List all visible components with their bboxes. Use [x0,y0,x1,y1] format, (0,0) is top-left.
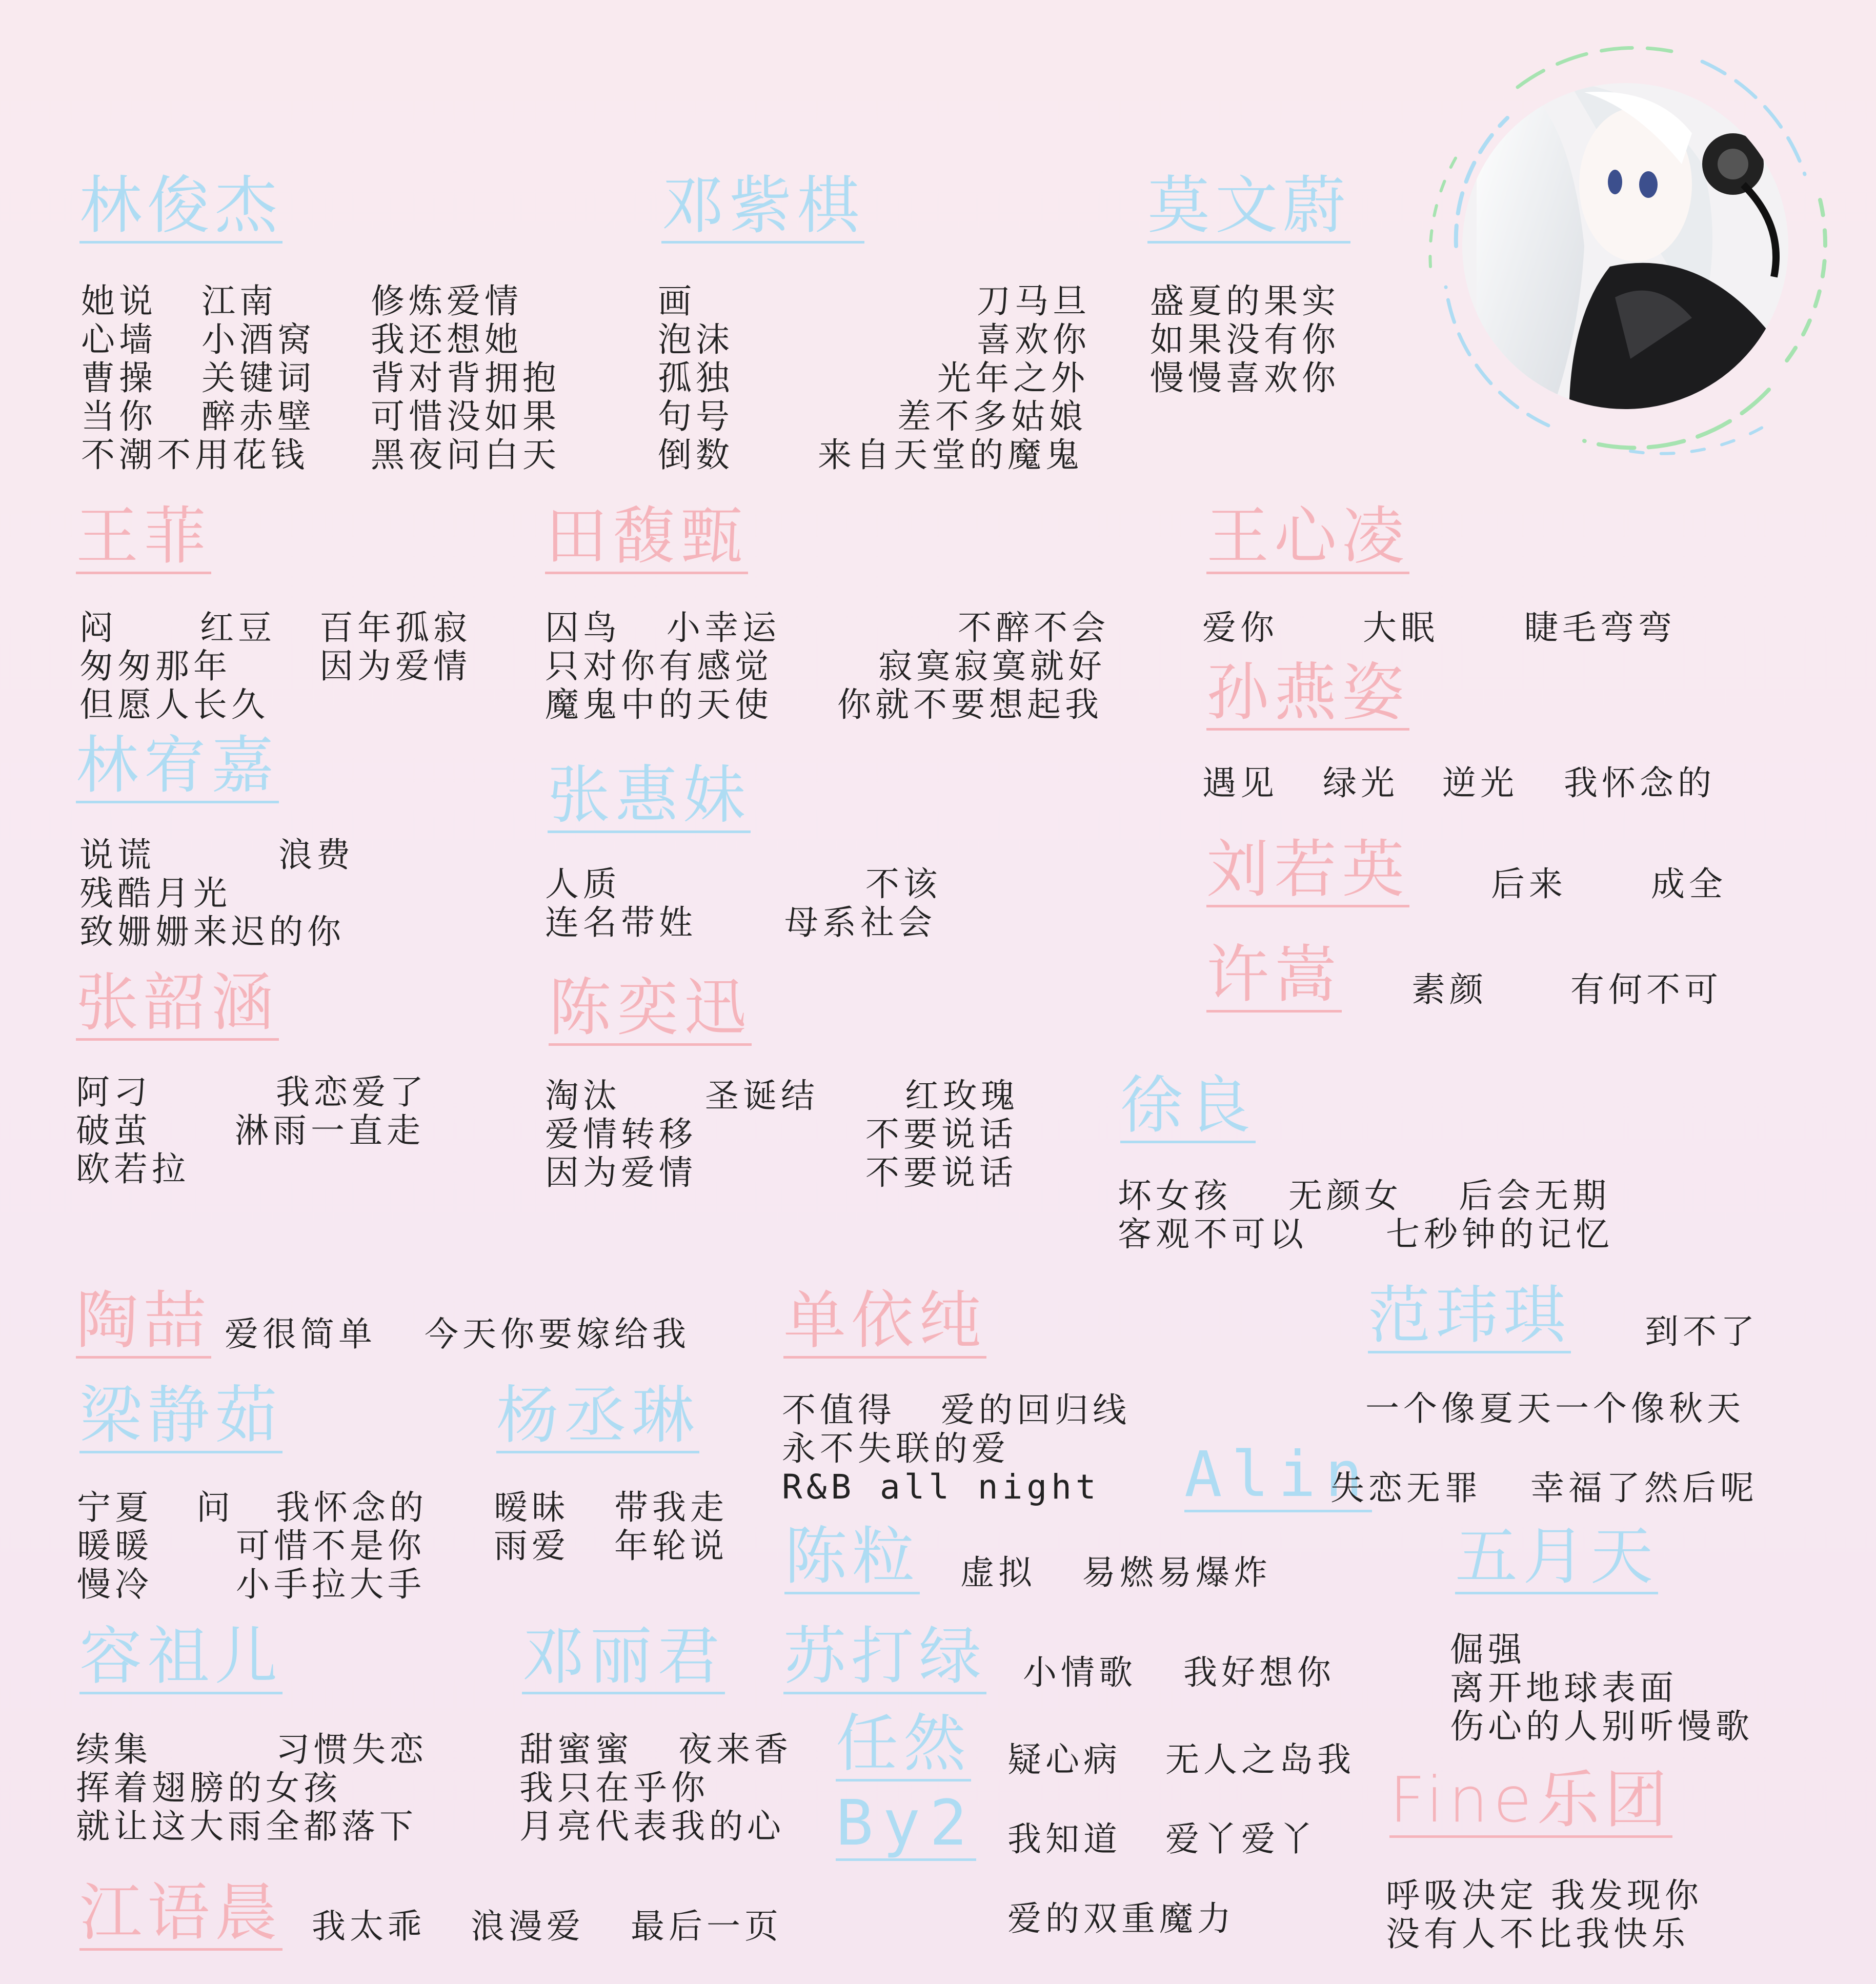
song[interactable]: 倔强 [1450,1630,1526,1669]
song[interactable]: R&B all night [782,1467,1100,1507]
artist-chen-yixun[interactable]: 陈奕迅 [549,977,752,1046]
song[interactable]: 续集 [76,1730,152,1769]
song[interactable]: 爱情转移 [545,1115,697,1154]
artist-jiang-yuchen[interactable]: 江语晨 [79,1881,283,1951]
artist-mo-wenwei[interactable]: 莫文蔚 [1147,174,1350,244]
song[interactable]: 爱丫爱丫 [1165,1819,1317,1859]
song[interactable]: 月亮代表我的心 [519,1807,785,1846]
song[interactable]: 她说 [81,281,157,321]
song[interactable]: 阿刁 [76,1072,152,1112]
song[interactable]: 问 [196,1488,234,1527]
song[interactable]: 爱的双重魔力 [1007,1899,1235,1938]
song[interactable]: 不值得 [782,1390,896,1430]
song[interactable]: 可惜不是你 [236,1526,426,1566]
song[interactable]: 爱你 [1202,608,1278,647]
song[interactable]: 呼吸决定 [1386,1876,1538,1915]
artist-sun-yanzi[interactable]: 孙燕姿 [1206,661,1409,731]
song[interactable]: 黑夜问白天 [371,435,560,475]
artist-tao-zhe[interactable]: 陶喆 [76,1289,211,1359]
song[interactable]: 没有人不比我快乐 [1386,1914,1689,1954]
song[interactable]: 连名带姓 [545,903,697,942]
song[interactable]: 慢冷 [77,1565,153,1604]
song[interactable]: 慢慢喜欢你 [1150,358,1340,398]
song[interactable]: 红豆 [200,608,276,647]
song[interactable]: 爱很简单 [225,1314,376,1354]
song[interactable]: 浪费 [278,835,354,875]
song[interactable]: 暧昧 [494,1488,570,1527]
song[interactable]: 不潮不用花钱 [81,435,309,475]
song[interactable]: 我还想她 [371,320,522,359]
song[interactable]: 修炼爱情 [371,281,522,321]
avatar [1415,31,1835,461]
song[interactable]: 离开地球表面 [1450,1668,1678,1708]
song[interactable]: 无人之岛我 [1165,1740,1355,1779]
song[interactable]: 虚拟 [960,1553,1036,1592]
song[interactable]: 年轮说 [614,1526,728,1566]
song[interactable]: 不醉不会 [958,608,1110,647]
song[interactable]: 一个像夏天一个像秋天 [1365,1389,1745,1428]
song[interactable]: 遇见 [1202,763,1278,803]
song[interactable]: 倒数 [658,435,734,475]
song[interactable]: 匆匆那年 [79,646,231,686]
song[interactable]: 易燃易爆炸 [1082,1553,1272,1592]
song[interactable]: 永不失联的爱 [782,1429,1010,1468]
song[interactable]: 母系社会 [784,903,936,942]
song[interactable]: 你就不要想起我 [837,685,1103,724]
song[interactable]: 有何不可 [1570,970,1722,1009]
artist-by2[interactable]: By2 [836,1792,976,1861]
song[interactable]: 七秒钟的记忆 [1386,1214,1613,1254]
song[interactable]: 淘汰 [545,1076,621,1116]
song[interactable]: 当你 [81,397,157,436]
artist-deng-lijun[interactable]: 邓丽君 [522,1625,725,1694]
song[interactable]: 最后一页 [631,1907,782,1946]
song[interactable]: 孤独 [658,358,734,398]
artist-fine[interactable]: Fine乐团 [1389,1769,1672,1838]
song[interactable]: 泡沫 [658,320,734,359]
song[interactable]: 江南 [201,281,277,321]
song[interactable]: 我太乖 [312,1907,426,1946]
song[interactable]: 雨爱 [494,1526,570,1566]
song[interactable]: 画 [658,281,696,321]
song[interactable]: 我怀念的 [1564,763,1716,803]
song[interactable]: 但愿人长久 [79,685,269,724]
song[interactable]: 爱的回归线 [941,1390,1131,1430]
artist-yang-chenglin[interactable]: 杨丞琳 [496,1384,699,1453]
song[interactable]: 红玫瑰 [905,1076,1019,1116]
artist-fan-weiqi[interactable]: 范玮琪 [1368,1284,1571,1353]
song[interactable]: 欧若拉 [76,1149,190,1189]
song[interactable]: 关键词 [201,358,315,398]
artist-chen-li[interactable]: 陈粒 [784,1525,920,1594]
anime-girl-avatar-icon [1415,31,1835,461]
song[interactable]: 囚鸟 [545,608,621,647]
song[interactable]: 人质 [545,864,621,904]
song[interactable]: 喜欢你 [977,320,1091,359]
song[interactable]: 疑心病 [1007,1740,1121,1779]
song[interactable]: 说谎 [79,835,155,875]
song[interactable]: 句号 [658,397,734,436]
artist-mayday[interactable]: 五月天 [1455,1525,1658,1594]
song[interactable]: 差不多姑娘 [897,397,1087,436]
song[interactable]: 暖暖 [77,1526,153,1566]
song[interactable]: 圣诞结 [705,1076,819,1116]
song[interactable]: 绿光 [1323,763,1399,803]
song[interactable]: 破茧 [76,1111,152,1150]
song[interactable]: 小酒窝 [201,320,315,359]
artist-wang-fei[interactable]: 王菲 [76,505,211,574]
song[interactable]: 光年之外 [937,358,1089,398]
song[interactable]: 醉赤壁 [201,397,315,436]
song[interactable]: 残酷月光 [79,874,231,913]
song[interactable]: 后会无期 [1459,1176,1610,1216]
artist-zhang-huimei[interactable]: 张惠妹 [548,764,751,833]
song[interactable]: 不该 [865,864,941,904]
artist-shan-yichun[interactable]: 单依纯 [783,1289,986,1359]
artist-tian-fuzhen[interactable]: 田馥甄 [545,505,748,574]
song[interactable]: 大眠 [1363,608,1439,647]
song[interactable]: 闷 [79,608,117,647]
song[interactable]: 如果没有你 [1150,320,1340,359]
song[interactable]: 甜蜜蜜 [519,1730,633,1769]
song[interactable]: 刀马旦 [977,281,1091,321]
song[interactable]: 我知道 [1007,1819,1121,1859]
song[interactable]: 宁夏 [77,1488,153,1527]
song[interactable]: 我怀念的 [276,1488,428,1527]
song[interactable]: 后来 [1491,864,1567,904]
song[interactable]: 坏女孩 [1118,1176,1232,1216]
song[interactable]: 我恋爱了 [276,1072,428,1112]
song[interactable]: 我好想你 [1183,1653,1335,1692]
song[interactable]: 盛夏的果实 [1150,281,1340,321]
song[interactable]: 无颜女 [1288,1176,1402,1216]
artist-lin-youjia[interactable]: 林宥嘉 [76,734,279,803]
song[interactable]: 小手拉大手 [236,1565,426,1604]
song[interactable]: 今天你要嫁给我 [425,1314,690,1354]
song[interactable]: 因为爱情 [319,646,471,686]
artist-ren-ran[interactable]: 任然 [836,1712,971,1781]
artist-zhang-shaohan[interactable]: 张韶涵 [76,971,279,1041]
song[interactable]: 浪漫爱 [471,1907,584,1946]
song[interactable]: 小情歌 [1023,1653,1137,1692]
song[interactable]: 不要说话 [865,1115,1017,1154]
artist-liu-ruoying[interactable]: 刘若英 [1206,838,1409,907]
song[interactable]: 心墙 [81,320,157,359]
song[interactable]: 我只在乎你 [519,1768,709,1808]
song[interactable]: 幸福了然后呢 [1530,1468,1758,1508]
song[interactable]: 就让这大雨全都落下 [76,1807,417,1846]
song[interactable]: 成全 [1651,864,1727,904]
song[interactable]: 伤心的人别听慢歌 [1450,1707,1753,1746]
artist-sodagreen[interactable]: 苏打绿 [783,1625,986,1694]
song[interactable]: 曹操 [81,358,157,398]
song[interactable]: 睫毛弯弯 [1524,608,1676,647]
song[interactable]: 客观不可以 [1118,1214,1307,1254]
artist-alin[interactable]: Alin [1184,1443,1372,1512]
song[interactable]: 失恋无罪 [1330,1468,1482,1508]
artist-lin-junjie[interactable]: 林俊杰 [79,174,283,244]
song[interactable]: 寂寞寂寞就好 [878,646,1106,686]
artist-rong-zuer[interactable]: 容祖儿 [79,1625,283,1694]
artist-xu-song[interactable]: 许嵩 [1206,943,1342,1013]
song[interactable]: 致姗姗来迟的你 [79,912,345,951]
artist-wang-xinling[interactable]: 王心凌 [1206,505,1409,574]
song[interactable]: 到不了 [1645,1312,1759,1351]
artist-deng-ziqi[interactable]: 邓紫棋 [661,174,864,244]
song[interactable]: 魔鬼中的天使 [545,685,773,724]
song[interactable]: 只对你有感觉 [545,646,773,686]
song[interactable]: 背对背拥抱 [371,358,560,398]
song[interactable]: 不要说话 [865,1153,1017,1192]
song[interactable]: 习惯失恋 [276,1730,428,1769]
song[interactable]: 淋雨一直走 [235,1111,425,1150]
song[interactable]: 来自天堂的魔鬼 [818,435,1083,475]
song[interactable]: 逆光 [1442,763,1518,803]
song[interactable]: 可惜没如果 [371,397,560,436]
artist-liang-jingru[interactable]: 梁静茹 [79,1384,283,1453]
song[interactable]: 挥着翅膀的女孩 [76,1768,341,1808]
song[interactable]: 我发现你 [1551,1876,1703,1915]
song[interactable]: 带我走 [614,1488,728,1527]
song[interactable]: 百年孤寂 [319,608,471,647]
song[interactable]: 小幸运 [667,608,780,647]
song[interactable]: 夜来香 [678,1730,792,1769]
artist-xu-liang[interactable]: 徐良 [1120,1074,1256,1143]
song[interactable]: 素颜 [1411,970,1487,1009]
song[interactable]: 因为爱情 [545,1153,697,1192]
